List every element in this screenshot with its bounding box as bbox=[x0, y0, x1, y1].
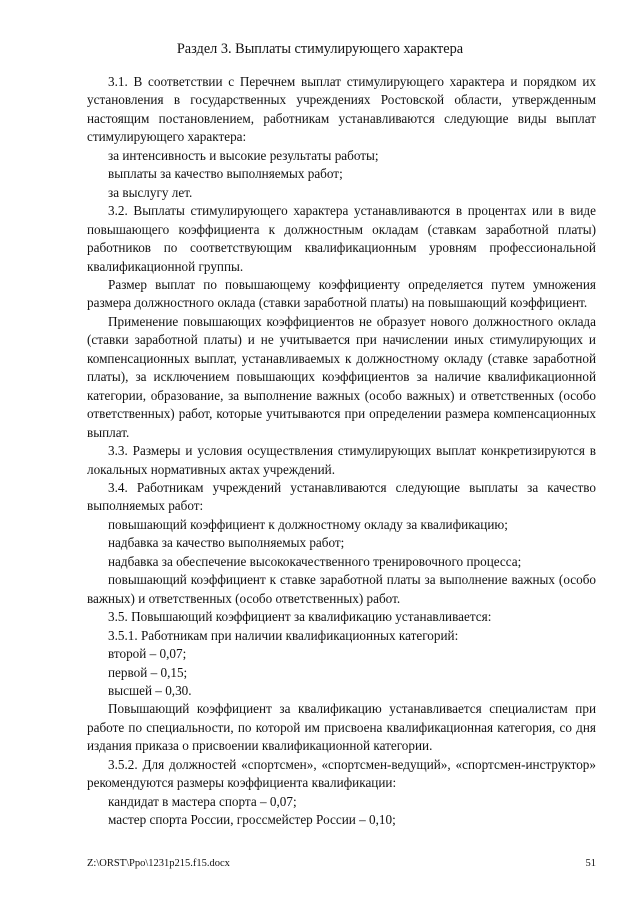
document-body bbox=[87, 73, 596, 830]
list-item: высшей – 0,30. bbox=[108, 682, 192, 698]
list-item: за интенсивность и высокие результаты работы; bbox=[108, 147, 379, 163]
section-title: Раздел 3. Выплаты стимулирующего характера bbox=[176, 41, 464, 57]
list-item: мастер спорта России, гроссмейстер России – 0,10; bbox=[108, 812, 396, 828]
paragraph: Повышающий коэффициент за квалификацию устанавливается специалистам при работе по специальности, по которой им присвоена квалификационная категория, со дня издания приказа о присвоении квалификационной категории. bbox=[87, 701, 596, 754]
page-number: 51 bbox=[585, 858, 596, 869]
list-item: за выслугу лет. bbox=[108, 184, 193, 200]
list-item: первой – 0,15; bbox=[108, 664, 188, 680]
paragraph-3-4: 3.4. Работникам учреждений устанавливаются следующие выплаты за качество выполняемых работ: bbox=[87, 479, 596, 514]
list-item: надбавка за качество выполняемых работ; bbox=[108, 535, 345, 551]
paragraph-3-3: 3.3. Размеры и условия осуществления стимулирующих выплат конкретизируются в локальных нормативных актах учреждений. bbox=[87, 443, 596, 477]
file-path: Z:\ORST\Ppo\1231p215.f15.docx bbox=[87, 858, 230, 869]
list-item: надбавка за обеспечение высококачественного тренировочного процесса; bbox=[108, 553, 522, 569]
paragraph: Размер выплат по повышающему коэффициенту определяется путем умножения размера должностного оклада (ставки заработной платы) на повышающий коэффициент. bbox=[87, 276, 596, 311]
paragraph-3-5: 3.5. Повышающий коэффициент за квалификацию устанавливается: bbox=[108, 609, 492, 625]
list-item: второй – 0,07; bbox=[108, 646, 187, 662]
paragraph-3-5-2: 3.5.2. Для должностей «спортсмен», «спортсмен-ведущий», «спортсмен-инструктор» рекомендуются размеры коэффициента квалификации: bbox=[87, 756, 596, 791]
list-item: повышающий коэффициент к ставке заработной платы за выполнение важных (особо важных) и ответственных (особо ответственных) работ. bbox=[87, 572, 596, 606]
paragraph: Применение повышающих коэффициентов не образует нового должностного оклада (ставки заработной платы) и не учитывается при начислении иных стимулирующих и компенсационных выплат, устанавливаемых к должностному окладу (ставке заработной платы), за исключением повышающих коэффициентов за наличие квалификационной категории, образование, за выполнение важных (особо важных) и ответственных (особо ответственных) работ, которые учитываются при определении размера компенсационных выплат. bbox=[87, 313, 596, 440]
paragraph-3-1: 3.1. В соответствии с Перечнем выплат стимулирующего характера и порядком их установления в государственных учреждениях Ростовской области, утвержденным настоящим постановлением, работникам устанавливаются следующие виды выплат стимулирующего характера: bbox=[87, 74, 596, 145]
paragraph-3-2: 3.2. Выплаты стимулирующего характера устанавливаются в процентах или в виде повышающего коэффициента к должностным окладам (ставкам заработной платы) работников по соответствующим квалификационным уровням профессиональной квалификационной группы. bbox=[87, 203, 596, 274]
list-item: кандидат в мастера спорта – 0,07; bbox=[108, 793, 297, 809]
list-item: выплаты за качество выполняемых работ; bbox=[108, 166, 343, 182]
list-item: повышающий коэффициент к должностному окладу за квалификацию; bbox=[108, 516, 508, 532]
paragraph-3-5-1: 3.5.1. Работникам при наличии квалификационных категорий: bbox=[108, 627, 459, 643]
